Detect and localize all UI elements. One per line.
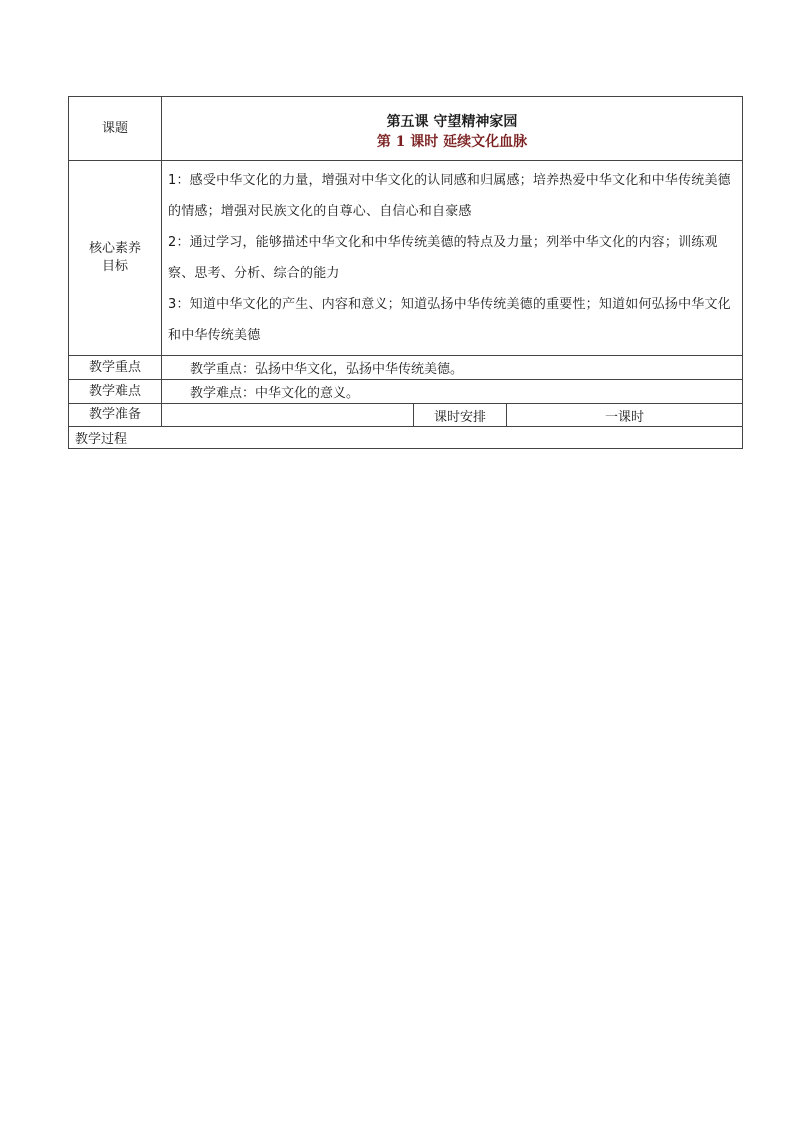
title-cell [162,97,743,161]
process-label: 教学过程 [69,427,743,449]
goal-item-1: 1：感受中华文化的力量，增强对中华文化的认同感和归属感；培养热爱中华文化和中华传统美德的情感；增强对民族文化的自尊心、自信心和自豪感 [168,173,731,219]
key-point-text: 教学重点：弘扬中华文化，弘扬中华传统美德。 [162,356,743,380]
lesson-title: 第五课 守望精神家园 [386,113,518,130]
goals-row [69,161,743,356]
goal-item-3: 3：知道中华文化的产生、内容和意义；知道弘扬中华传统美德的重要性；知道如何弘扬中华文化和中华传统美德 [168,297,731,343]
schedule-value: 一课时 [507,404,743,427]
lesson-plan-table [68,96,743,449]
preparation-row [69,404,743,427]
process-row [69,427,743,449]
preparation-label: 教学准备 [69,404,162,427]
topic-row [69,97,743,161]
goal-item-2: 2：通过学习，能够描述中华文化和中华传统美德的特点及力量；列举中华文化的内容；训练观察、思考、分析、综合的能力 [168,235,718,281]
key-point-row [69,356,743,380]
difficulty-label: 教学难点 [69,380,162,404]
goals-label-line2: 目标 [101,259,128,274]
difficulty-row [69,380,743,404]
preparation-value [162,404,414,427]
difficulty-text: 教学难点：中华文化的意义。 [162,380,743,404]
goals-label-line1: 核心素养 [88,241,141,256]
goals-label [69,161,162,356]
key-point-label: 教学重点 [69,356,162,380]
lesson-subtitle: 第 1 课时 延续文化血脉 [376,133,528,150]
topic-label: 课题 [69,97,162,161]
goals-cell [162,161,743,356]
schedule-label: 课时安排 [414,404,507,427]
